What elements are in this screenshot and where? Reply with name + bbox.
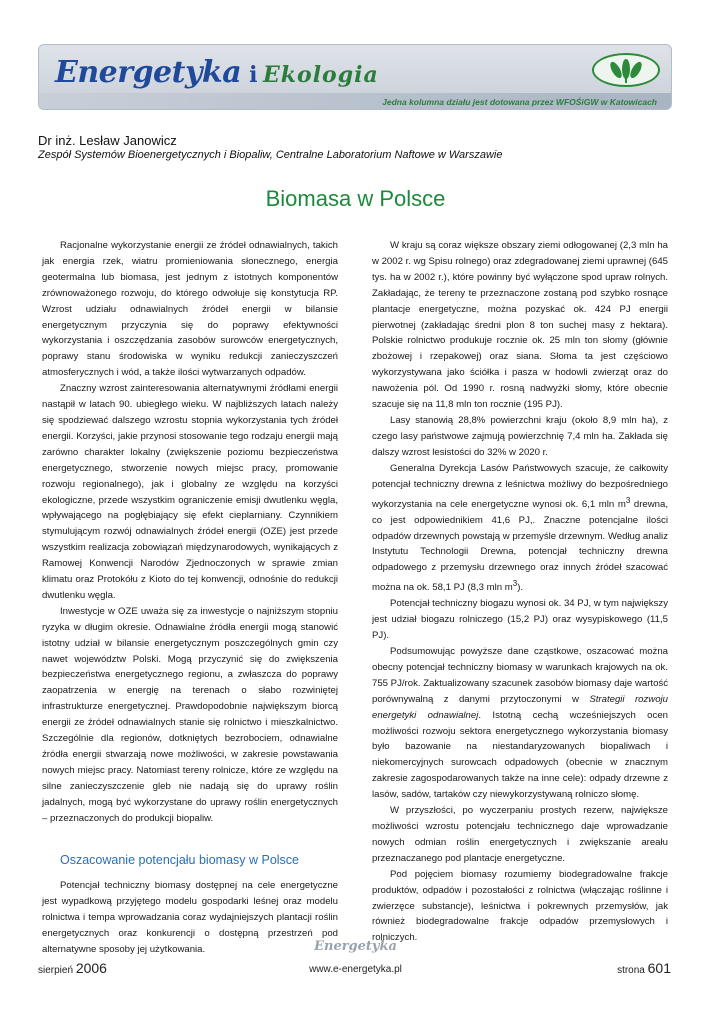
emphasized-title: Strategii rozwoju energetyki odnawialnej	[372, 693, 669, 721]
paragraph: Znaczny wzrost zainteresowania alternatywnymi źródłami energii nastąpił w latach 90. ubiegłego wieku. W najbliższych latach należy się spodziewać dalszego wzrostu stopnia wykorzystania tych źródeł energii. Korzyści, jakie przynosi stosowanie tego rodzaju energii mają zarówno charakter lokalny (zwiększenie poziomu bezpieczeństwa energetycznego, stworzenie nowych miejsc pracy, promowanie rozwoju regionalnego), jak i globalny ze względu na korzyści ekologiczne, przede wszystkim ograniczenie emisji dwutlenku węgla, wpływającego na pogłębiający się efekt cieplarniany. Czynnikiem stymulującym rozwój odnawialnych źródeł energii (OZE) jest przede wszystkim realizacja zobowiązań międzynarodowych, wynikających z Ramowej Konwencji Narodów Zjednoczonych w sprawie zmian klimatu oraz Protokółu z Kioto do tej konwencji, odnośnie do redukcji dwutlenku węgla.	[42, 383, 338, 601]
superscript: 3	[512, 579, 518, 589]
paragraph-text: drewna, co jest odpowiednikiem 41,6 PJ,. Znaczne potencjalne ilości odpadów drzewnych powstają w przemyśle drzewnym. Według analiz Instytutu Technologii Drewna, potencjał techniczny drewna odpadowego z przemysłu drzewnego oraz innych źródeł szacować można na ok. 58,1 PJ (8,3 mln m	[372, 498, 668, 594]
article-title: Biomasa w Polsce	[265, 186, 446, 211]
left-column	[42, 238, 338, 958]
wfosigw-leaves-logo-icon	[592, 53, 660, 87]
footer-page	[617, 960, 671, 976]
author-affiliation: Zespół Systemów Bioenergetycznych i Biopaliw, Centralne Laboratorium Naftowe w Warszawie	[38, 149, 503, 161]
paragraph: W przyszłości, po wyczerpaniu prostych rezerw, największe możliwości wzrostu potencjału technicznego daje wprowadzanie nowych odmian roślin energetycznych i zwiększanie areału przeznaczanego pod plantacje energetyczne.	[372, 805, 668, 864]
author-name: Dr inż. Lesław Janowicz	[38, 133, 177, 148]
footer-month: sierpień	[38, 965, 74, 976]
journal-title-conj: i	[249, 62, 258, 88]
paragraph: Racjonalne wykorzystanie energii ze źródeł odnawialnych, takich jak energia rzek, wiatru promieniowania słonecznego, energia geotermalna lub biomasa, jest jednym z istotnych komponentów zrównoważonego rozwoju, do którego odwołuje się konstytucja RP. Wzrost udziału odnawialnych źródeł energii w bilansie energetycznym przyczynia się do poprawy efektywności wykorzystania i oszczędzania zasobów surowców energetycznych, poprawy stanu środowiska w wyniku redukcji zanieczyszczeń atmosferycznych i wód, a także ilości wytwarzanych odpadów.	[42, 240, 338, 379]
paragraph: W kraju są coraz większe obszary ziemi odłogowanej (2,3 mln ha w 2002 r. wg Spisu rolnego) oraz zdegradowanej ziemi uprawnej (645 tys. ha w 2002 r.), które powinny być wyłączone spod upraw rolnych. Zakładając, że tereny te przeznaczone zostaną pod szybko rosnące plantacje energetyczne, można pozyskać ok. 424 PJ energii pierwotnej (zakładając średni plon 8 ton suchej masy z hektara). Polskie rolnictwo produkuje rocznie ok. 25 mln ton słomy (głównie zbożowej i rzepakowej) oraz siana. Słoma ta jest częściowo wykorzystywana jako ściółka i pasza w hodowli zwierząt oraz do nawożenia pól. Od 1990 r. rosną nadwyżki słomy, które obecnie szacuje się na 11,8 mln ton rocznie (195 PJ).	[372, 240, 668, 411]
paragraph: Potencjał techniczny biogazu wynosi ok. 34 PJ, w tym największy jest udział biogazu rolniczego (15,2 PJ) oraz wysypiskowego (11,5 PJ).	[372, 598, 668, 642]
paragraph: Pod pojęciem biomasy rozumiemy biodegradowalne frakcje produktów, odpadów i pozostałości z rolnictwa (włączając roślinne i zwierzęce substancje), leśnictwa i pokrewnych przemysłów, jak również biodegradowalne frakcje odpadów przemysłowych i rolniczych.	[372, 868, 668, 944]
superscript: 3	[625, 495, 631, 505]
paragraph: Potencjał techniczny biomasy dostępnej na cele energetyczne jest wypadkową przyjętego modelu gospodarki leśnej oraz modelu rolnictwa i tempa wprowadzania coraz wydajniejszych plantacji roślin energetycznych oraz konkurencji o dostępną przestrzeń pod alternatywne sposoby jej użytkowania.	[42, 880, 338, 956]
footer-year: 2006	[75, 960, 107, 976]
section-heading: Oszacowanie potencjału biomasy w Polsce	[60, 852, 300, 867]
header-banner	[38, 44, 672, 110]
paragraph	[372, 461, 668, 597]
paragraph-text: Generalna Dyrekcja Lasów Państwowych szacuje, że całkowity potencjał techniczny drewna z leśnictwa możliwy do bezpośredniego wykorzystania na cele energetyczne wynosi ok. 6,1 mln m	[372, 462, 668, 510]
paragraph-text: Podsumowując powyższe dane cząstkowe, oszacować można obecny potencjał techniczny biomasy w warunkach krajowych na ok. 755 PJ/rok. Zaktualizowany szacunek zasobów biomasy daje wartość porównywalną z danymi przytoczonymi w	[372, 646, 668, 705]
footer-url[interactable]: www.e-energetyka.pl	[309, 964, 402, 975]
journal-title-second: Ekologia	[263, 62, 379, 88]
paragraph: Lasy stanowią 28,8% powierzchni kraju (około 8,9 mln ha), z czego lasy państwowe zajmują powierzchnię 7,4 mln ha. Zakłada się dalszy wzrost lesistości do 32% w 2020 r.	[372, 414, 668, 458]
footer-logo: Energetyka	[314, 939, 397, 954]
footer-page-number: 601	[647, 960, 671, 976]
journal-title	[55, 55, 379, 90]
right-column	[372, 238, 668, 946]
paragraph: Inwestycje w OZE uważa się za inwestycje o najniższym stopniu ryzyka w długim okresie. Odnawialne źródła energii mogą stanowić istotny udział w bilansie energetycznym poszczególnych gmin czy nawet województw Polski. Mogą przyczynić się do zwiększenia bezpieczeństwa energetycznego regionu, a zwłaszcza do poprawy zaopatrzenia w energię na terenach o słabo rozwiniętej infrastrukturze energetycznej. Prawdopodobnie największym biorcą energii ze źródeł odnawialnych stanie się rolnictwo i mieszkalnictwo. Szczególnie dla regionów, dotkniętych bezrobociem, odnawialne źródła energii stwarzają nowe możliwości, w zakresie powstawania nowych miejsc pracy. Natomiast tereny rolnicze, które ze względu na silne zanieczyszczenie gleb nie nadają się do uprawy roślin jadalnych, mogą być wykorzystane do uprawy roślin energetycznych – przeznaczonych do produkcji biopaliw.	[42, 605, 338, 824]
paragraph	[372, 644, 668, 803]
journal-title-main: Energetyka	[55, 55, 242, 90]
sponsor-note: Jedna kolumna działu jest dotowana przez WFOŚiGW w Katowicach	[382, 97, 657, 107]
paragraph-text: . Istotną cechą wcześniejszych ocen możliwości rozwoju sektora energetycznego wykorzystania biomasy było bazowanie na niestandaryzowanych biopaliwach i niekomercyjnych surowcach odpadowych (obecnie w znacznym zakresie zagospodarowanych także na inne cele): odpady drzewne z lasów, sadów, tartaków czy niewykorzystywaną rolniczo słomę.	[372, 709, 668, 801]
footer-page-label: strona	[617, 965, 645, 976]
paragraph-text: ).	[517, 582, 524, 594]
